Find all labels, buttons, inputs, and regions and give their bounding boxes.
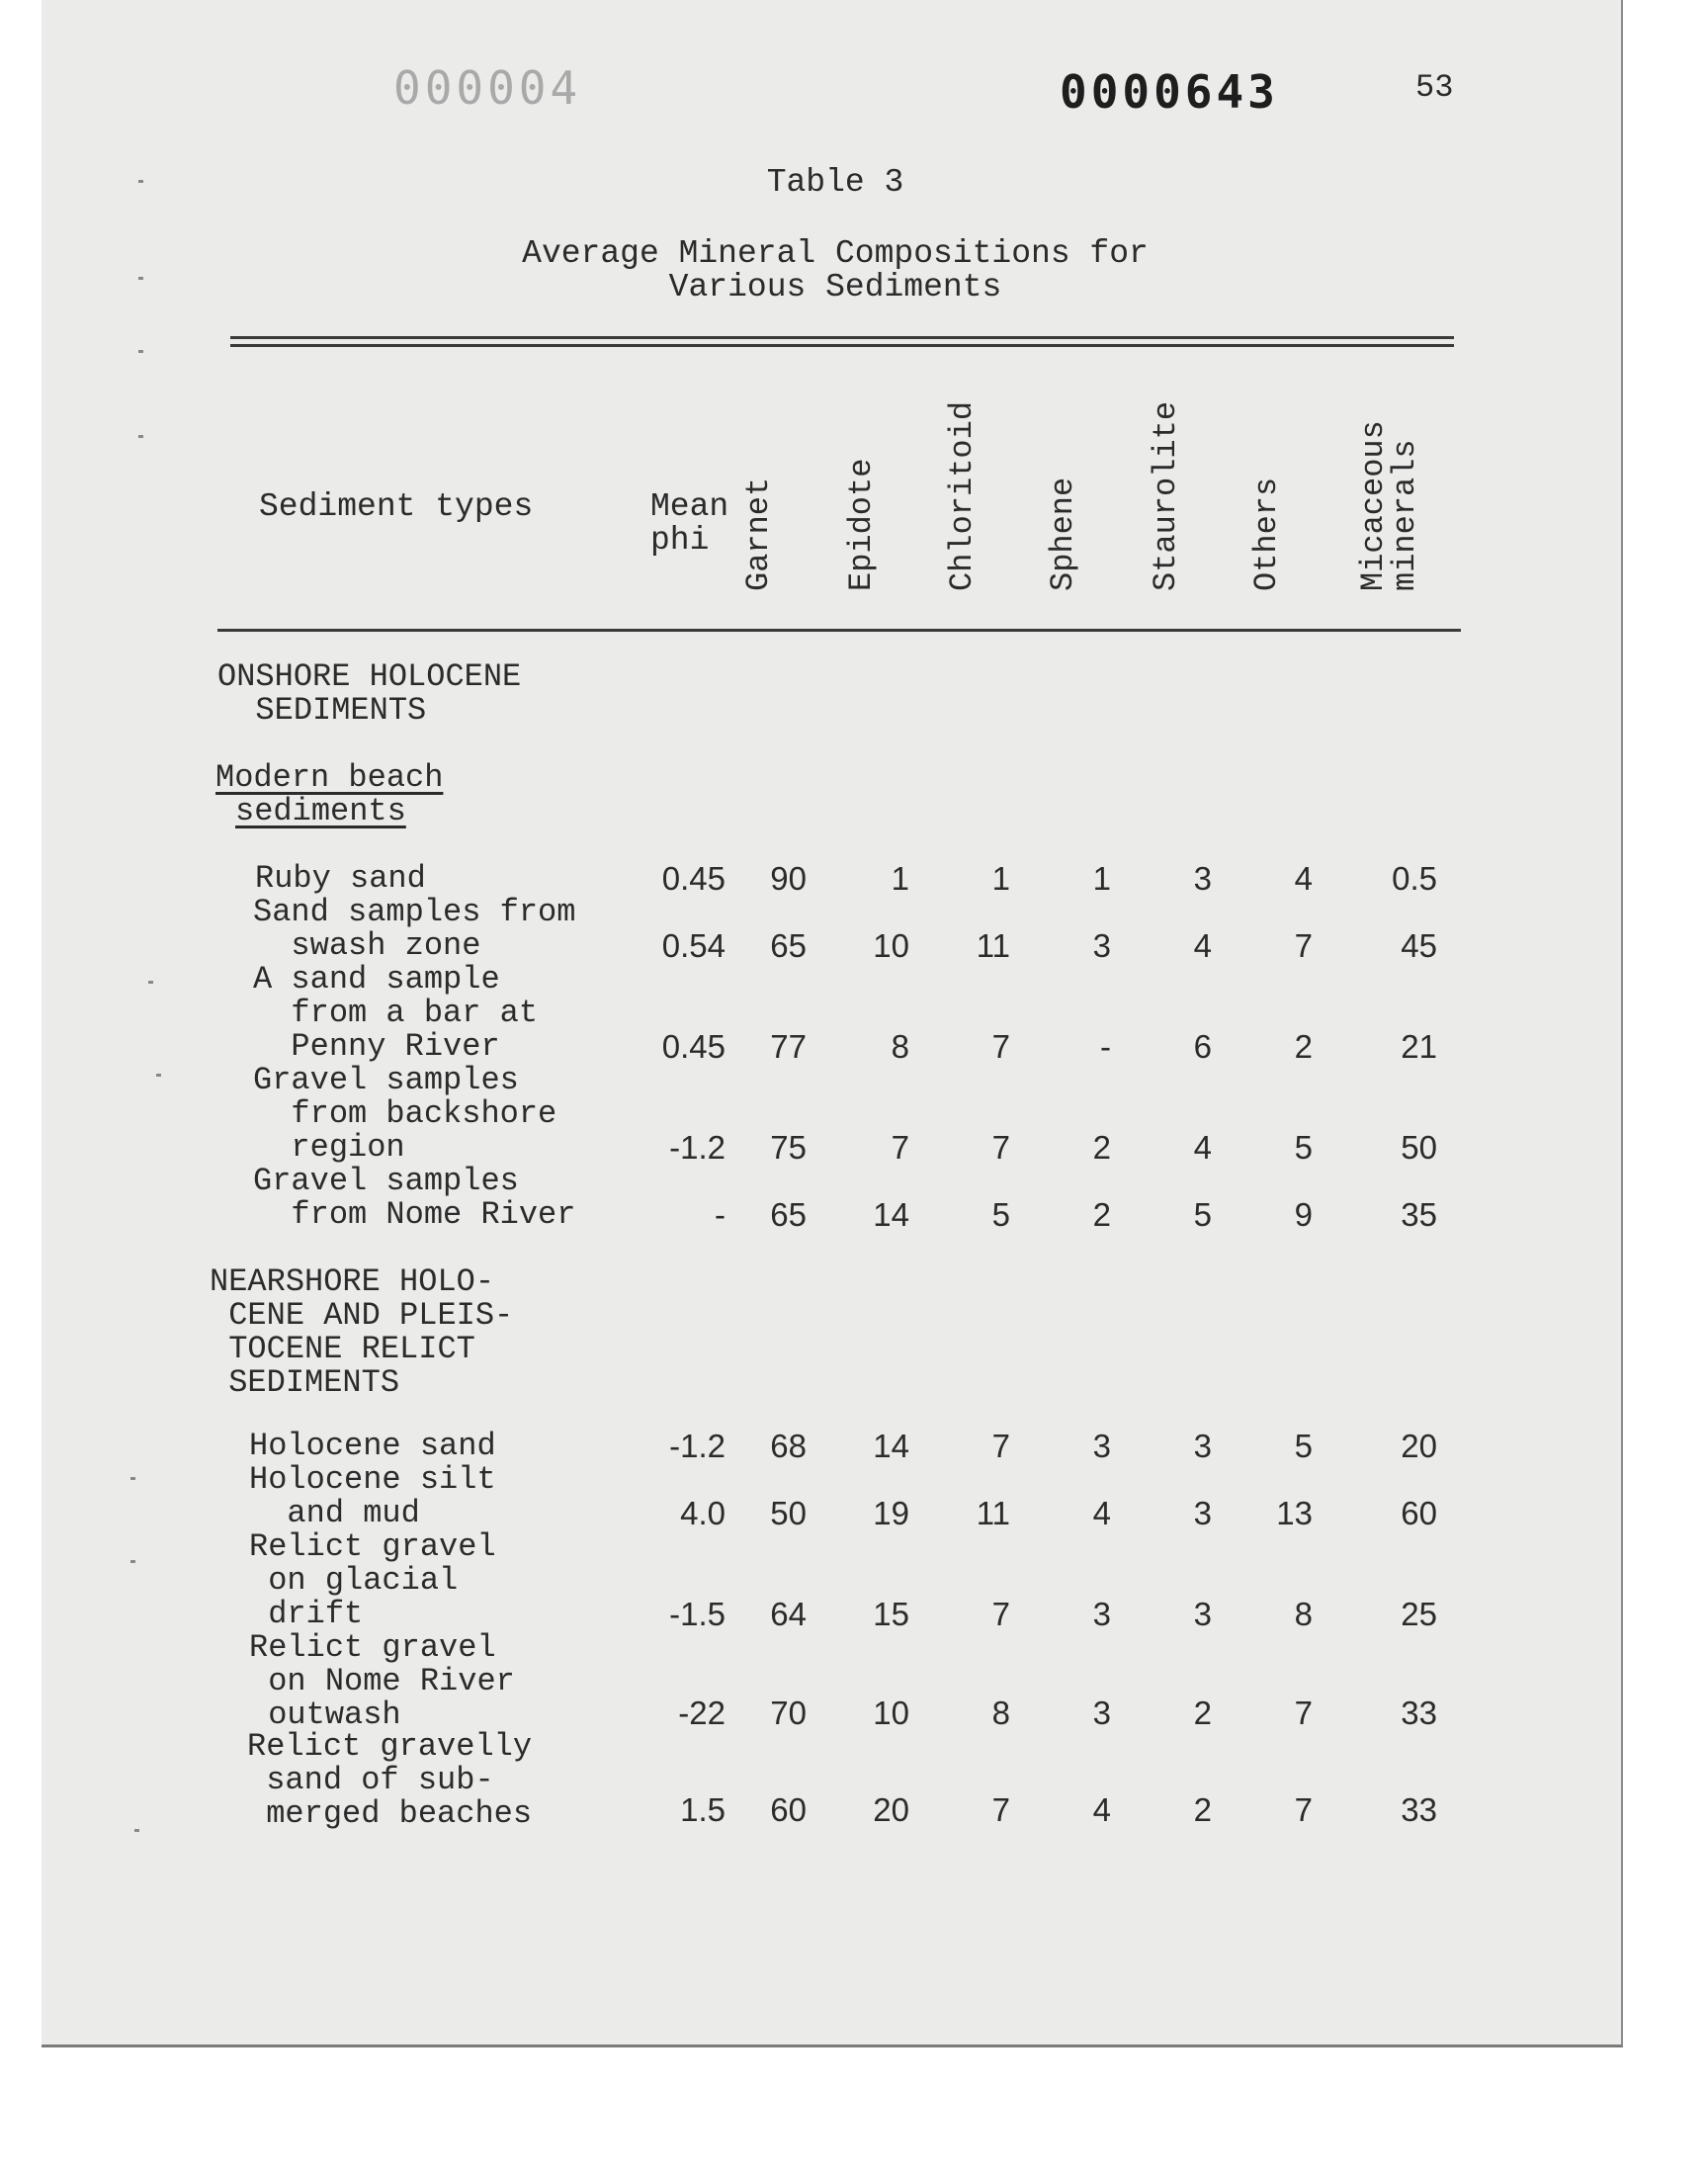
cell-staurolite: 3 (1193, 1428, 1212, 1464)
section-heading-onshore: ONSHORE HOLOCENE SEDIMENTS (217, 658, 522, 729)
cell-sphene: 3 (1092, 1596, 1111, 1632)
cell-others: 13 (1276, 1495, 1313, 1531)
header-micaceous-line-1: Micaceous (1355, 420, 1392, 591)
cell-micaceous: 33 (1401, 1695, 1437, 1731)
cell-garnet: 50 (770, 1495, 807, 1531)
cell-others: 7 (1294, 927, 1313, 964)
cell-phi: 0.45 (661, 1028, 726, 1065)
page-number: 53 (1415, 69, 1454, 106)
cell-staurolite: 3 (1193, 860, 1212, 897)
cell-chloritoid: 8 (991, 1695, 1010, 1731)
cell-phi: 1.5 (680, 1791, 726, 1828)
row-label: Holocene silt and mud (249, 1461, 496, 1531)
cell-chloritoid: 11 (976, 1495, 1010, 1531)
margin-mark (148, 981, 153, 984)
cell-chloritoid: 7 (991, 1791, 1010, 1828)
margin-mark (156, 1074, 161, 1077)
table-title-line-1: Average Mineral Compositions for (522, 235, 1149, 272)
cell-micaceous: 20 (1401, 1428, 1437, 1464)
table-title-line-2: Various Sediments (668, 269, 1002, 305)
cell-micaceous: 25 (1401, 1596, 1437, 1632)
cell-sphene: 3 (1092, 1695, 1111, 1731)
cell-epidote: 15 (873, 1596, 909, 1632)
cell-micaceous: 50 (1401, 1129, 1437, 1166)
cell-others: 8 (1294, 1596, 1313, 1632)
header-garnet: Garnet (740, 477, 777, 591)
header-staurolite: Staurolite (1148, 400, 1184, 591)
margin-mark (138, 180, 143, 183)
cell-chloritoid: 7 (991, 1028, 1010, 1065)
cell-phi: -1.5 (669, 1596, 726, 1632)
header-others: Others (1248, 477, 1285, 591)
cell-epidote: 10 (873, 927, 909, 964)
cell-garnet: 68 (770, 1428, 807, 1464)
cell-epidote: 7 (891, 1129, 909, 1166)
cell-staurolite: 3 (1193, 1596, 1212, 1632)
cell-micaceous: 0.5 (1392, 860, 1437, 897)
row-label: Relict gravel on Nome River outwash (249, 1629, 515, 1733)
subheading-modern-beach-line-2: sediments (235, 793, 406, 829)
cell-staurolite: 4 (1193, 1129, 1212, 1166)
margin-mark (138, 350, 143, 353)
cell-chloritoid: 11 (976, 927, 1010, 964)
margin-mark (130, 1560, 135, 1563)
cell-sphene: 3 (1092, 1428, 1111, 1464)
row-label: Holocene sand (249, 1428, 496, 1464)
cell-chloritoid: 7 (991, 1129, 1010, 1166)
cell-phi: -1.2 (669, 1428, 726, 1464)
margin-mark (134, 1829, 139, 1832)
margin-mark (138, 435, 143, 438)
row-label: Relict gravelly sand of sub- merged beaches (247, 1728, 533, 1832)
cell-epidote: 14 (873, 1196, 909, 1233)
cell-epidote: 1 (891, 860, 909, 897)
cell-chloritoid: 5 (991, 1196, 1010, 1233)
subheading-modern-beach-line-1: Modern beach (215, 759, 444, 796)
faded-stamp-number: 000004 (393, 61, 582, 115)
cell-epidote: 20 (873, 1791, 909, 1828)
top-double-rule-lower (230, 344, 1454, 347)
margin-mark (130, 1477, 135, 1480)
cell-sphene: 2 (1092, 1129, 1111, 1166)
cell-epidote: 14 (873, 1428, 909, 1464)
cell-others: 5 (1294, 1129, 1313, 1166)
cell-garnet: 75 (770, 1129, 807, 1166)
row-label: Gravel samples from backshore region (253, 1062, 557, 1166)
cell-garnet: 77 (770, 1028, 807, 1065)
cell-sphene: 1 (1092, 860, 1111, 897)
cell-sphene: - (1100, 1028, 1111, 1065)
cell-garnet: 65 (770, 1196, 807, 1233)
row-label: Ruby sand (255, 860, 426, 897)
cell-garnet: 65 (770, 927, 807, 964)
cell-sphene: 4 (1092, 1791, 1111, 1828)
header-mean-phi-line-2: phi (650, 522, 710, 559)
cell-epidote: 10 (873, 1695, 909, 1731)
cell-phi: 0.45 (661, 860, 726, 897)
cell-micaceous: 60 (1401, 1495, 1437, 1531)
cell-staurolite: 2 (1193, 1695, 1212, 1731)
cell-garnet: 90 (770, 860, 807, 897)
cell-staurolite: 6 (1193, 1028, 1212, 1065)
cell-sphene: 2 (1092, 1196, 1111, 1233)
table-number: Table 3 (766, 164, 904, 201)
cell-phi: 4.0 (680, 1495, 726, 1531)
header-epidote: Epidote (843, 458, 880, 591)
cell-staurolite: 4 (1193, 927, 1212, 964)
cell-garnet: 60 (770, 1791, 807, 1828)
header-mean-phi-line-1: Mean (650, 488, 729, 525)
cell-sphene: 3 (1092, 927, 1111, 964)
cell-staurolite: 3 (1193, 1495, 1212, 1531)
top-double-rule-upper (230, 336, 1454, 339)
cell-phi: 0.54 (661, 927, 726, 964)
header-bottom-rule (217, 629, 1461, 632)
header-micaceous-line-2: minerals (1387, 439, 1423, 591)
cell-epidote: 8 (891, 1028, 909, 1065)
row-label: Relict gravel on glacial drift (249, 1528, 496, 1632)
cell-micaceous: 35 (1401, 1196, 1437, 1233)
cell-chloritoid: 7 (991, 1596, 1010, 1632)
header-sphene: Sphene (1045, 477, 1081, 591)
row-label: Sand samples from swash zone (253, 894, 576, 964)
cell-chloritoid: 7 (991, 1428, 1010, 1464)
section-heading-nearshore: NEARSHORE HOLO- CENE AND PLEIS- TOCENE RELICT SEDIMENTS (210, 1263, 514, 1401)
cell-others: 7 (1294, 1695, 1313, 1731)
margin-mark (138, 277, 143, 280)
cell-others: 5 (1294, 1428, 1313, 1464)
header-chloritoid: Chloritoid (944, 400, 981, 591)
cell-others: 9 (1294, 1196, 1313, 1233)
stamp-number: 0000643 (1060, 65, 1279, 119)
cell-garnet: 64 (770, 1596, 807, 1632)
cell-staurolite: 5 (1193, 1196, 1212, 1233)
cell-micaceous: 33 (1401, 1791, 1437, 1828)
cell-micaceous: 45 (1401, 927, 1437, 964)
cell-phi: -1.2 (669, 1129, 726, 1166)
cell-micaceous: 21 (1401, 1028, 1437, 1065)
cell-staurolite: 2 (1193, 1791, 1212, 1828)
cell-phi: - (715, 1196, 726, 1233)
cell-phi: -22 (678, 1695, 726, 1731)
row-label: A sand sample from a bar at Penny River (253, 961, 539, 1065)
cell-others: 4 (1294, 860, 1313, 897)
row-label: Gravel samples from Nome River (253, 1163, 576, 1233)
cell-epidote: 19 (873, 1495, 909, 1531)
cell-sphene: 4 (1092, 1495, 1111, 1531)
cell-garnet: 70 (770, 1695, 807, 1731)
header-sediment-types: Sediment types (259, 488, 534, 525)
cell-others: 2 (1294, 1028, 1313, 1065)
cell-chloritoid: 1 (991, 860, 1010, 897)
cell-others: 7 (1294, 1791, 1313, 1828)
